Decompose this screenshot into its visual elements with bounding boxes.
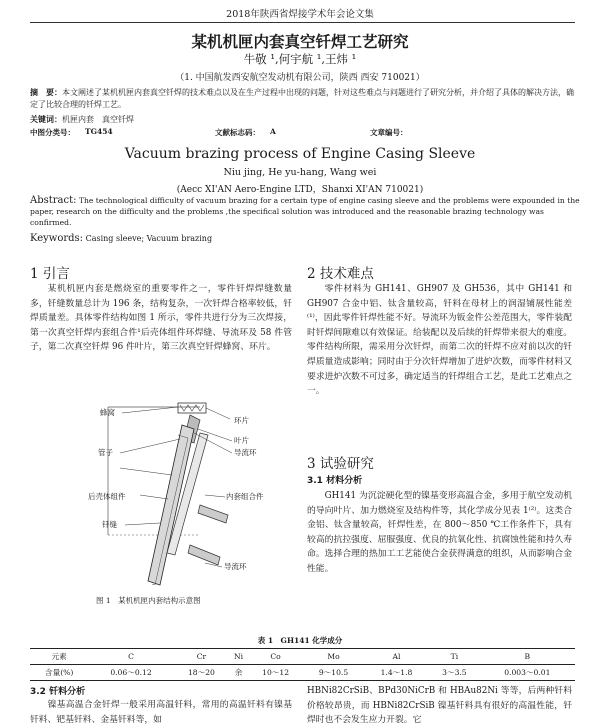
keywords-zh bbox=[30, 114, 134, 125]
abstract-zh bbox=[30, 86, 578, 111]
abstract-en-label: Abstract: bbox=[30, 195, 77, 206]
label-honeycomb: 蜂窝 bbox=[100, 408, 115, 417]
section-2-text: 零件材料为 GH141、GH907 及 GH536，其中 GH141 和 GH907 合金中铝、钛含量较高，钎料在母材上的润湿铺展性能差⁽¹⁾，因此零件钎焊性能不好。导流环为钣金件公差范围大，零件装配时钎焊间隙难以有效保证。给装配以及后续的钎焊带来很大的难度。零件结构所限，需采用分次钎焊，而第二次的钎焊不应对前以次的钎焊质量造成影响；同时由于分次钎焊增加了进炉次数，而零件材料又要求进炉次数不可过多，确定适当的钎焊组合工艺，是此工艺难点之一。 bbox=[307, 284, 572, 397]
affiliation-zh: （1. 中国航发西安航空发动机有限公司，陕西 西安 710021） bbox=[175, 73, 425, 83]
table-1 bbox=[30, 648, 575, 681]
keywords-en bbox=[30, 233, 212, 244]
label-guide-ring: 导流环 bbox=[234, 448, 257, 457]
table-cell: 9～10.5 bbox=[303, 665, 363, 681]
conference-header: 2018年陕西省焊接学术年会论文集 bbox=[226, 9, 374, 20]
table-header-cell: Cr bbox=[174, 649, 229, 665]
table-cell: 3～3.5 bbox=[429, 665, 480, 681]
keywords-en-text: Casing sleeve; Vacuum brazing bbox=[85, 234, 213, 243]
label-guide-ring-2: 导流环 bbox=[224, 562, 247, 571]
table-cell: 18～20 bbox=[174, 665, 229, 681]
abstract-en-text: The technological difficulty of vacuum brazing for a certain type of engine casing sleeve and the problems were expounded in the paper, research on the difficulty and the problems ,the specifical solution was introduced and the reasonable brazing technology was confirmed. bbox=[30, 196, 580, 227]
table-cell: 0.06～0.12 bbox=[88, 665, 173, 681]
label-inner-sleeve: 内套组合件 bbox=[226, 492, 264, 501]
figure-1-caption: 图 1 某机机匣内套结构示意图 bbox=[96, 596, 201, 605]
table-cell: 0.003～0.01 bbox=[480, 665, 575, 681]
table-header-cell: Co bbox=[248, 649, 303, 665]
section-3-2-title: 3.2 钎料分析 bbox=[30, 687, 86, 697]
table-header-cell: 元素 bbox=[30, 649, 88, 665]
section-1-title: 1 引言 bbox=[30, 266, 70, 282]
label-blade: 叶片 bbox=[234, 436, 249, 445]
doc-code-value: A bbox=[270, 127, 276, 136]
figure-1 bbox=[60, 395, 290, 590]
label-pipe: 管子 bbox=[98, 448, 113, 457]
section-3-2-text-right: HBNi82CrSiB、BPd30NiCrB 和 HBAu82Ni 等等，后两种钎料价格较昂贵，而 HBNi82CrSiB 镍基钎料具有很好的高温性能，钎焊时也不会发生应力开裂。它 bbox=[307, 686, 572, 726]
article-no-label: 文章编号： bbox=[370, 128, 408, 137]
section-1-text: 某机机匣内套是燃烧室的重要零件之一，零件钎焊焊缝数量多，钎缝数量总计为 196 条，结构复杂，一次钎焊合格率较低，钎焊质量差。具体零件结构如图 1 所示，零件共进行分为三次焊接，第一次真空钎焊内套组合件¹后壳体组件环焊缝、导流环及 58 件管子，第二次真空钎焊 96 件叶片，第三次真空钎焊蜂窝、环片。 bbox=[30, 284, 292, 353]
table-header-cell: Mo bbox=[303, 649, 363, 665]
table-row bbox=[30, 665, 575, 681]
section-3-1-text: GH141 为沉淀硬化型的镍基变形高温合金，多用于航空发动机的导向叶片、加力燃烧室及结构件等，其化学成分见表 1⁽²⁾。这类合金铝、钛含量较高，钎焊性差，在 800～850 ℃工作条件下，具有较高的抗拉强度、屈服强度、优良的抗氧化性、抗腐蚀性能和持久寿命。选择合理的热加工工艺能使合金获得满意的组织，从而影响合金性能。 bbox=[307, 491, 572, 574]
clc-label: 中图分类号： bbox=[30, 128, 75, 137]
label-ring: 环片 bbox=[234, 416, 249, 425]
abstract-en bbox=[30, 195, 580, 228]
label-shell-assembly: 后壳体组件 bbox=[88, 492, 126, 501]
table-header-row bbox=[30, 649, 575, 665]
header-rule bbox=[30, 22, 575, 23]
table-header-cell: Ti bbox=[429, 649, 480, 665]
section-3-2-text-left: 镍基高温合金钎焊一般采用高温钎料，常用的高温钎料有镍基钎料、钯基钎料、金基钎料等，如 bbox=[30, 700, 292, 725]
table-row-label: 含量(%) bbox=[30, 665, 88, 681]
paper-title-en: Vacuum brazing process of Engine Casing Sleeve bbox=[124, 146, 476, 162]
clc-value: TG454 bbox=[85, 127, 113, 136]
doc-code-label: 文献标志码： bbox=[215, 128, 260, 137]
table-header-cell: C bbox=[88, 649, 173, 665]
table-1-caption: 表 1 GH141 化学成分 bbox=[257, 636, 343, 645]
table-header-cell: Al bbox=[364, 649, 429, 665]
table-cell: 10～12 bbox=[248, 665, 303, 681]
section-3-1-title: 3.1 材料分析 bbox=[307, 476, 363, 486]
table-header-cell: Ni bbox=[229, 649, 248, 665]
section-3-title: 3 试验研究 bbox=[307, 456, 374, 472]
affiliation-en: (Aecc XI'AN Aero-Engine LTD，Shanxi XI'AN 710021) bbox=[176, 185, 424, 195]
keywords-en-label: Keywords: bbox=[30, 233, 84, 244]
abstract-zh-text: 本文阐述了某机机匣内套真空钎焊的技术难点以及在生产过程中出现的问题，针对这些难点与问题进行了研究分析，并介绍了具体的解决方法，确定了比较合理的钎焊工艺。 bbox=[30, 88, 574, 109]
table-header-cell: B bbox=[480, 649, 575, 665]
authors-en: Niu jing, He yu-hang, Wang wei bbox=[223, 167, 377, 178]
table-cell: 1.4～1.8 bbox=[364, 665, 429, 681]
keywords-zh-label: 关键词： bbox=[30, 114, 62, 124]
section-2-title: 2 技术难点 bbox=[307, 266, 374, 282]
abstract-zh-label: 摘 要： bbox=[30, 87, 62, 97]
authors-zh: 牛敬 ¹,何宇航 ¹,王炜 ¹ bbox=[243, 52, 357, 66]
label-brazed-seam: 钎缝 bbox=[102, 520, 117, 529]
keywords-zh-text: 机匣内套 真空钎焊 bbox=[62, 115, 134, 124]
table-cell: 余 bbox=[229, 665, 248, 681]
paper-title-zh: 某机机匣内套真空钎焊工艺研究 bbox=[191, 33, 409, 51]
